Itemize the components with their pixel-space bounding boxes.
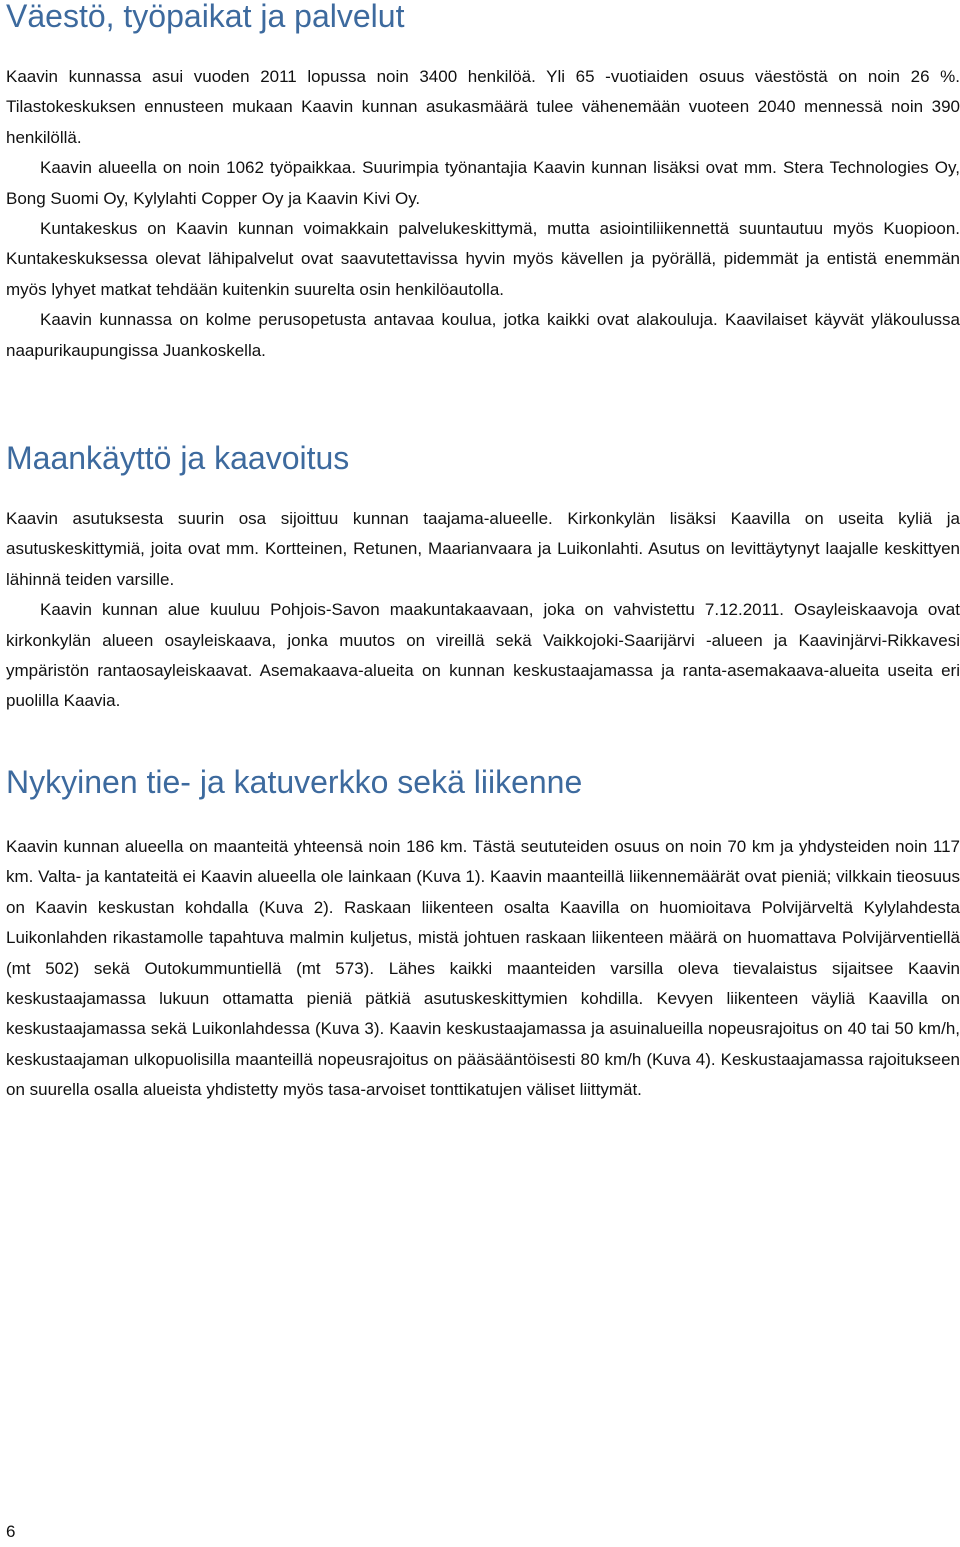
paragraph: Kaavin asutuksesta suurin osa sijoittuu kunnan taajama-alueelle. Kirkonkylän lisäksi Kaavilla on useita kyliä ja asutuskeskittymiä, joita ovat mm. Kortteinen, Retunen, Maarianvaara ja Luikonlahti. Asutus on levittäytynyt laajalle keskittyen lähinnä teiden varsille. xyxy=(6,509,960,589)
paragraph: Kuntakeskus on Kaavin kunnan voimakkain palvelukeskittymä, mutta asiointiliikennettä suuntautuu myös Kuopioon. Kuntakeskuksessa olevat lähipalvelut ovat saavutettavissa hyvin myös kävellen ja pyörällä, pidemmät ja entistä enemmän myös lyhyet matkat tehdään kuitenkin suurelta osin henkilöautolla. xyxy=(6,219,960,299)
page-number: 6 xyxy=(6,1522,16,1541)
section-body-3 xyxy=(6,832,960,1106)
paragraph: Kaavin kunnan alueella on maanteitä yhteensä noin 186 km. Tästä seututeiden osuus on noin 70 km ja yhdysteiden noin 117 km. Valta- ja kantateitä ei Kaavin alueella ole lainkaan (Kuva 1). Kaavin maanteillä liikennemäärät ovat pieniä; vilkkain tieosuus on Kaavin keskustan kohdalla (Kuva 2). Raskaan liikenteen osalta Kaavilla on huomioitava Polvijärveltä Kylylahdesta Luikonlahden rikastamolle tapahtuva malmin kuljetus, mistä johtuen raskaan liikenteen määrä on huomattava Polvijärventiellä (mt 502) sekä Outokummuntiellä (mt 573). Lähes kaikki maanteiden varsilla oleva tievalaistus sijaitsee Kaavin keskustaajamassa lukuun ottamatta pieniä pätkiä asutuskeskittymien kohdilla. Kevyen liikenteen väyliä Kaavilla on keskustaajamassa sekä Luikonlahdessa (Kuva 3). Kaavin keskustaajamassa ja asuinalueilla nopeusrajoitus on 40 tai 50 km/h, keskustaajaman ulkopuolisilla maanteillä nopeusrajoitus on pääsääntöisesti 80 km/h (Kuva 4). Keskustaajamassa rajoitukseen on suurella osalla alueista yhdistetty myös tasa-arvoiset tonttikatujen väliset liittymät. xyxy=(6,837,960,1100)
section-body-1 xyxy=(6,62,960,366)
paragraph: Kaavin alueella on noin 1062 työpaikkaa. Suurimpia työnantajia Kaavin kunnan lisäksi ovat mm. Stera Technologies Oy, Bong Suomi Oy, Kylylahti Copper Oy ja Kaavin Kivi Oy. xyxy=(6,158,960,208)
section-heading: Nykyinen tie- ja katuverkko sekä liikenne xyxy=(6,764,583,800)
section-heading-1-wrap xyxy=(6,0,956,35)
paragraph: Kaavin kunnan alue kuuluu Pohjois-Savon maakuntakaavaan, joka on vahvistettu 7.12.2011. Osayleiskaavoja ovat kirkonkylän alueen osayleiskaava, jonka muutos on vireillä sekä Vaikkojoki-Saarijärvi -alueen ja Kaavinjärvi-Rikkavesi ympäristön rantaosayleiskaavat. Asemakaava-alueita on kunnan keskustaajamassa ja ranta-asemakaava-alueita useita eri puolilla Kaavia. xyxy=(6,600,960,711)
section-body-2 xyxy=(6,504,960,717)
section-heading: Väestö, työpaikat ja palvelut xyxy=(6,0,405,34)
section-heading-3-wrap xyxy=(6,763,956,801)
paragraph: Kaavin kunnassa asui vuoden 2011 lopussa noin 3400 henkilöä. Yli 65 -vuotiaiden osuus väestöstä on noin 26 %. Tilastokeskuksen ennusteen mukaan Kaavin kunnan asukasmäärä tulee vähenemään vuoteen 2040 mennessä noin 390 henkilöllä. xyxy=(6,67,960,147)
section-heading-2-wrap xyxy=(6,439,956,477)
paragraph: Kaavin kunnassa on kolme perusopetusta antavaa koulua, jotka kaikki ovat alakouluja. Kaavilaiset käyvät yläkoulussa naapurikaupungissa Juankoskella. xyxy=(6,310,960,360)
section-heading: Maankäyttö ja kaavoitus xyxy=(6,440,350,476)
